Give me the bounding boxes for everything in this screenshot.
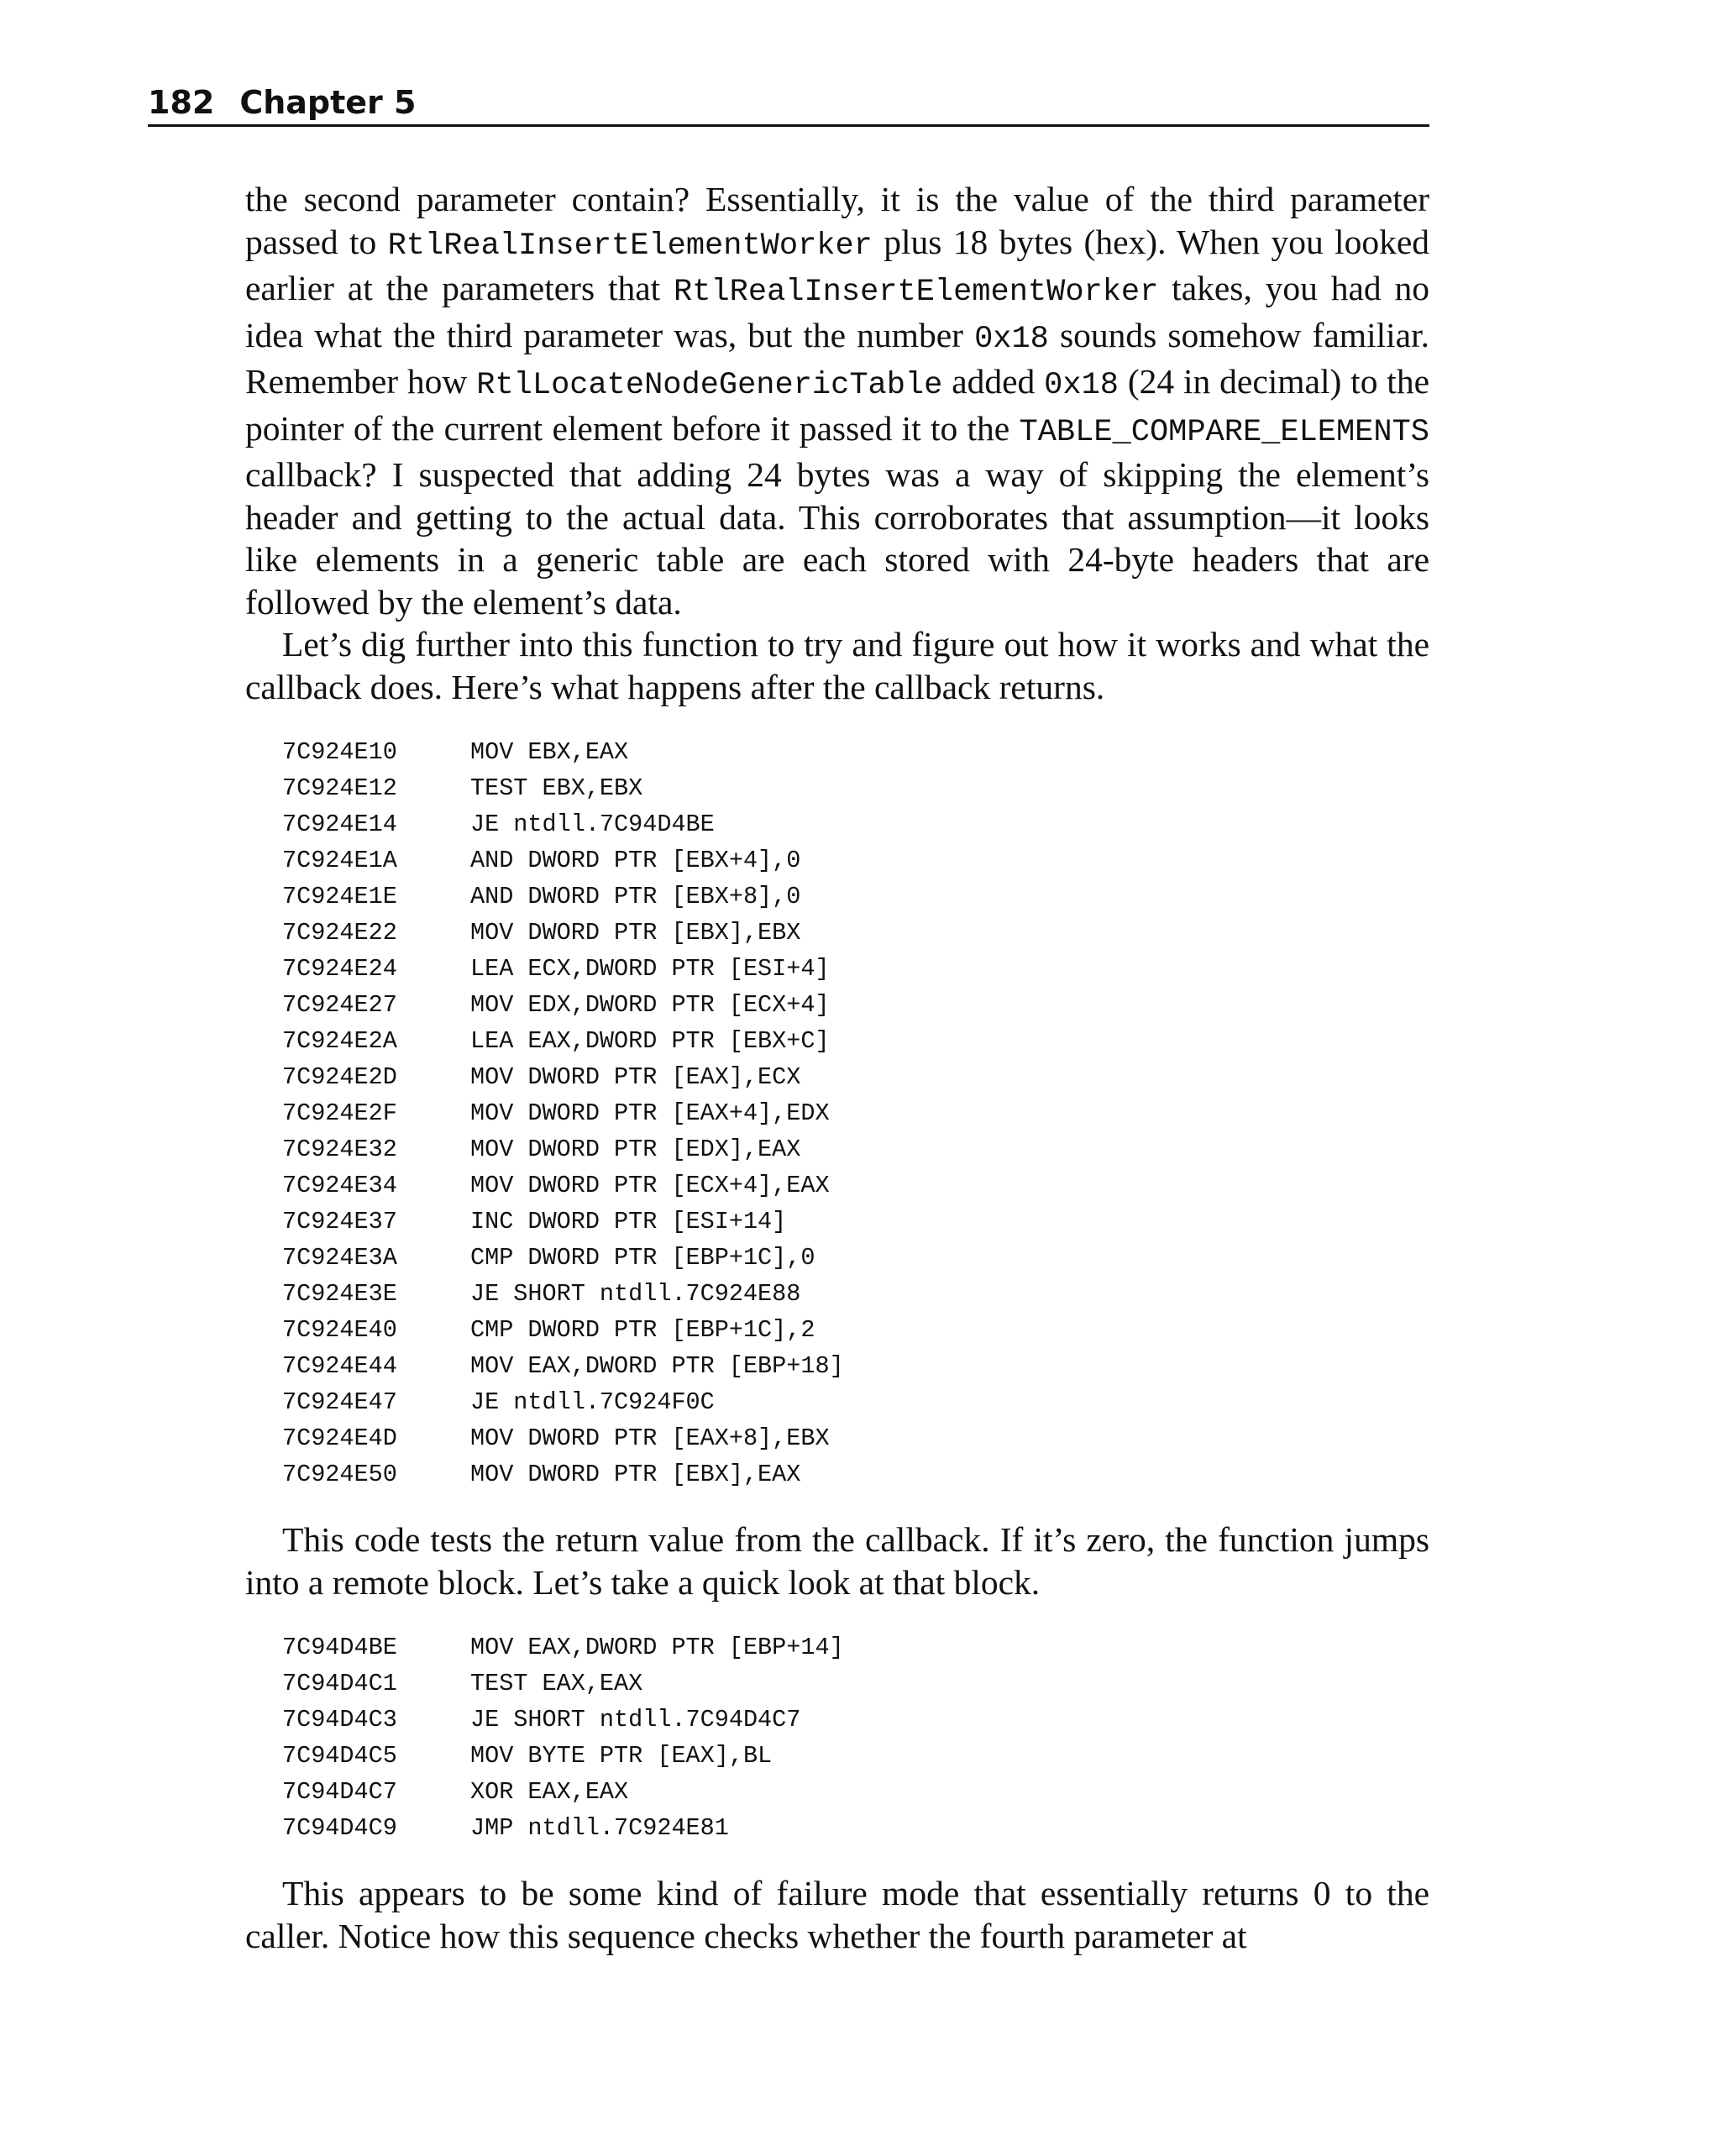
code-instruction: MOV DWORD PTR [EDX],EAX xyxy=(470,1136,801,1163)
code-address: 7C94D4C3 xyxy=(282,1706,397,1734)
code-line xyxy=(282,1312,1429,1348)
code-address: 7C924E32 xyxy=(282,1136,397,1163)
code-address: 7C924E3E xyxy=(282,1280,397,1308)
code-instruction: AND DWORD PTR [EBX+8],0 xyxy=(470,883,801,910)
code-line xyxy=(282,1059,1429,1095)
code-line xyxy=(282,1774,1429,1810)
code-instruction: MOV DWORD PTR [EAX],ECX xyxy=(470,1063,801,1091)
code-instruction: MOV EAX,DWORD PTR [EBP+18] xyxy=(470,1352,844,1380)
code-line xyxy=(282,770,1429,806)
code-instruction: MOV EAX,DWORD PTR [EBP+14] xyxy=(470,1634,844,1661)
code-address: 7C924E3A xyxy=(282,1244,397,1272)
inline-code: RtlRealInsertElementWorker xyxy=(387,228,873,264)
paragraph-4: This appears to be some kind of failure mode that essentially returns 0 to the caller. Notice how this sequence checks whether the fourth parameter at xyxy=(245,1874,1429,1955)
code-line xyxy=(282,1629,1429,1666)
code-listing-2 xyxy=(245,1629,1429,1846)
code-address: 7C924E47 xyxy=(282,1388,397,1416)
page-number: 182 xyxy=(148,84,215,121)
code-address: 7C924E2A xyxy=(282,1027,397,1055)
code-instruction: MOV DWORD PTR [EAX+4],EDX xyxy=(470,1099,830,1127)
code-instruction: JE SHORT ntdll.7C924E88 xyxy=(470,1280,801,1308)
code-instruction: LEA EAX,DWORD PTR [EBX+C] xyxy=(470,1027,830,1055)
code-line xyxy=(282,734,1429,770)
code-instruction: LEA ECX,DWORD PTR [ESI+4] xyxy=(470,955,830,983)
code-address: 7C94D4BE xyxy=(282,1634,397,1661)
code-address: 7C924E4D xyxy=(282,1424,397,1452)
code-address: 7C924E14 xyxy=(282,810,397,838)
code-line xyxy=(282,1204,1429,1240)
code-line xyxy=(282,1131,1429,1167)
code-instruction: MOV EDX,DWORD PTR [ECX+4] xyxy=(470,991,830,1019)
code-line xyxy=(282,1095,1429,1131)
code-line xyxy=(282,879,1429,915)
code-line xyxy=(282,915,1429,951)
text-run: callback? I suspected that adding 24 bytes was a way of skipping the element’s header and getting to the actual data. This corroborates that assumption—it looks like elements in a generic table are each stored with 24-byte headers that are followed by the element’s data. xyxy=(245,455,1429,622)
code-address: 7C94D4C7 xyxy=(282,1778,397,1806)
inline-code: 0x18 xyxy=(974,321,1049,357)
text-run: added xyxy=(942,362,1045,401)
text-run: takes, you had no idea what the third parameter was, but the number xyxy=(245,269,1429,354)
text-run: plus 18 bytes (hex). When you looked earlier at the parameters that xyxy=(245,222,1429,307)
code-line xyxy=(282,1023,1429,1059)
text-run: sounds somehow familiar. Remember how xyxy=(245,315,1429,401)
code-instruction: JE SHORT ntdll.7C94D4C7 xyxy=(470,1706,801,1734)
code-address: 7C924E34 xyxy=(282,1172,397,1199)
code-address: 7C924E2F xyxy=(282,1099,397,1127)
code-instruction: MOV DWORD PTR [ECX+4],EAX xyxy=(470,1172,830,1199)
code-instruction: XOR EAX,EAX xyxy=(470,1778,629,1806)
code-line xyxy=(282,1666,1429,1702)
code-instruction: JE ntdll.7C94D4BE xyxy=(470,810,715,838)
running-header xyxy=(148,81,1429,127)
code-instruction: MOV DWORD PTR [EAX+8],EBX xyxy=(470,1424,830,1452)
code-address: 7C924E44 xyxy=(282,1352,397,1380)
inline-code: TABLE_COMPARE_ELEMENTS xyxy=(1019,414,1429,450)
code-instruction: CMP DWORD PTR [EBP+1C],0 xyxy=(470,1244,815,1272)
code-instruction: TEST EBX,EBX xyxy=(470,774,643,802)
code-instruction: JE ntdll.7C924F0C xyxy=(470,1388,715,1416)
code-address: 7C94D4C5 xyxy=(282,1742,397,1770)
code-address: 7C924E1A xyxy=(282,847,397,874)
code-instruction: INC DWORD PTR [ESI+14] xyxy=(470,1208,787,1235)
code-line xyxy=(282,1702,1429,1738)
code-instruction: JMP ntdll.7C924E81 xyxy=(470,1814,729,1842)
code-line xyxy=(282,1276,1429,1312)
text-run: the second parameter contain? Essentially, it is the value of the third parameter passed to xyxy=(245,180,1429,261)
code-address: 7C94D4C1 xyxy=(282,1670,397,1697)
code-line xyxy=(282,1456,1429,1492)
chapter-title: Chapter 5 xyxy=(239,84,417,121)
code-address: 7C924E50 xyxy=(282,1461,397,1488)
code-line xyxy=(282,1420,1429,1456)
text-run: (24 in decimal) to the pointer of the current element before it passed it to the xyxy=(245,362,1430,448)
code-line xyxy=(282,987,1429,1023)
code-line xyxy=(282,1810,1429,1846)
inline-code: RtlLocateNodeGenericTable xyxy=(476,368,943,403)
code-line xyxy=(282,951,1429,987)
paragraph-3: This code tests the return value from the callback. If it’s zero, the function jumps into a remote block. Let’s take a quick look at that block. xyxy=(245,1520,1429,1602)
paragraph-1 xyxy=(245,178,1429,623)
code-line xyxy=(282,842,1429,879)
code-instruction: MOV DWORD PTR [EBX],EAX xyxy=(470,1461,801,1488)
code-instruction: AND DWORD PTR [EBX+4],0 xyxy=(470,847,801,874)
code-address: 7C924E37 xyxy=(282,1208,397,1235)
code-instruction: TEST EAX,EAX xyxy=(470,1670,643,1697)
code-address: 7C924E10 xyxy=(282,738,397,766)
code-address: 7C924E24 xyxy=(282,955,397,983)
code-line xyxy=(282,1167,1429,1204)
code-listing-1 xyxy=(245,734,1429,1492)
inline-code: 0x18 xyxy=(1044,368,1119,403)
code-line xyxy=(282,1738,1429,1774)
code-instruction: MOV EBX,EAX xyxy=(470,738,629,766)
code-address: 7C924E2D xyxy=(282,1063,397,1091)
code-address: 7C924E12 xyxy=(282,774,397,802)
code-address: 7C924E22 xyxy=(282,919,397,947)
code-line xyxy=(282,1348,1429,1384)
code-address: 7C924E40 xyxy=(282,1316,397,1344)
inline-code: RtlRealInsertElementWorker xyxy=(674,275,1159,310)
code-instruction: MOV DWORD PTR [EBX],EBX xyxy=(470,919,801,947)
code-address: 7C94D4C9 xyxy=(282,1814,397,1842)
paragraph-2: Let’s dig further into this function to try and figure out how it works and what the callback does. Here’s what happens after the callback returns. xyxy=(245,625,1429,706)
code-line xyxy=(282,1384,1429,1420)
code-instruction: CMP DWORD PTR [EBP+1C],2 xyxy=(470,1316,815,1344)
code-instruction: MOV BYTE PTR [EAX],BL xyxy=(470,1742,773,1770)
code-line xyxy=(282,806,1429,842)
code-line xyxy=(282,1240,1429,1276)
code-address: 7C924E27 xyxy=(282,991,397,1019)
code-address: 7C924E1E xyxy=(282,883,397,910)
page-body xyxy=(245,178,1429,1957)
